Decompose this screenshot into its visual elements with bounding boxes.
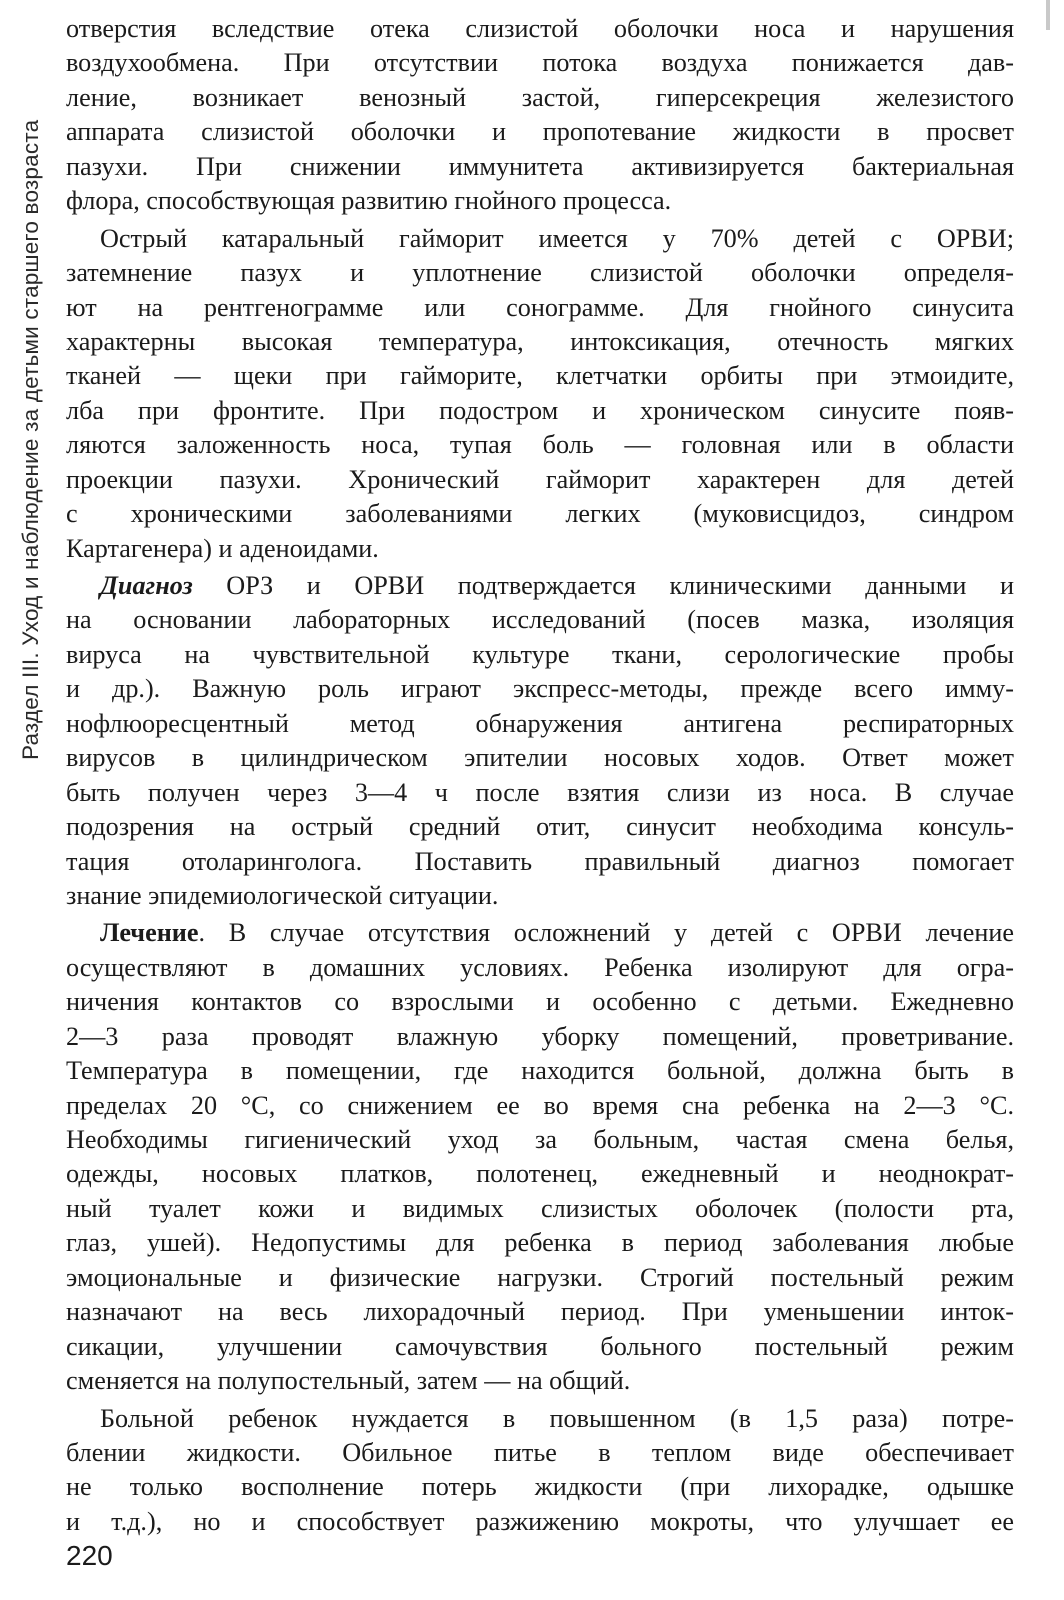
- text-line: на основании лабораторных исследований (посев мазка, изоляция: [66, 605, 1014, 635]
- paragraph: [66, 12, 1014, 219]
- text-line: сменяется на полупостельный, затем — на общий.: [66, 1366, 631, 1396]
- text-line: аппарата слизистой оболочки и пропотевание жидкости в просвет: [66, 117, 1014, 147]
- paragraph-diagnosis: [66, 569, 1014, 913]
- page-edge-mark: [1046, 0, 1050, 30]
- text-line: [66, 916, 1014, 950]
- text-line: ляются заложенность носа, тупая боль — головная или в области: [66, 430, 1014, 460]
- treatment-heading: Лечение: [100, 918, 199, 948]
- text-line: ный туалет кожи и видимых слизистых оболочек (полости рта,: [66, 1193, 1014, 1223]
- paragraph-treatment: [66, 916, 1014, 1398]
- text-line: знание эпидемиологической ситуации.: [66, 880, 499, 910]
- section-running-title: Раздел III. Уход и наблюдение за детьми старшего возраста: [18, 119, 43, 760]
- text-line: быть получен через 3—4 ч после взятия слизи из носа. В случае: [66, 777, 1014, 807]
- text-line: и др.). Важную роль играют экспресс-методы, прежде всего имму-: [66, 674, 1014, 704]
- text-line: Картагенера) и аденоидами.: [66, 533, 379, 563]
- text-line: одежды, носовых платков, полотенец, ежедневный и неоднократ-: [66, 1159, 1014, 1189]
- text-line: тация отоларинголога. Поставить правильный диагноз помогает: [66, 846, 1014, 876]
- text-line: глаз, ушей). Недопустимы для ребенка в период заболевания любые: [66, 1228, 1014, 1258]
- text-line: проекции пазухи. Хронический гайморит характерен для детей: [66, 464, 1014, 494]
- text-line: пределах 20 °С, со снижением ее во время сна ребенка на 2—3 °С.: [66, 1090, 1014, 1120]
- text-line: нофлюоресцентный метод обнаружения антигена респираторных: [66, 708, 1014, 738]
- text-line: отверстия вследствие отека слизистой оболочки носа и нарушения: [66, 14, 1014, 43]
- diagnosis-heading: Диагноз: [100, 571, 193, 600]
- text-line: флора, способствующая развитию гнойного процесса.: [66, 186, 672, 216]
- text-line: ление, возникает венозный застой, гиперсекреция железистого: [66, 82, 1014, 112]
- text-line: осуществляют в домашних условиях. Ребенка изолируют для огра-: [66, 952, 1014, 982]
- page-number: 220: [66, 1540, 113, 1571]
- text-line: с хроническими заболеваниями легких (муковисцидоз, синдром: [66, 499, 1014, 529]
- text-line: лба при фронтите. При подостром и хроническом синусите появ-: [66, 395, 1014, 425]
- text-line: не только восполнение потерь жидкости (при лихорадке, одышке: [66, 1472, 1014, 1502]
- text-line: ют на рентгенограмме или сонограмме. Для гнойного синусита: [66, 292, 1014, 322]
- text-line: Острый катаральный гайморит имеется у 70% детей с ОРВИ;: [100, 223, 1014, 253]
- text-line: сикации, улучшении самочувствия больного постельный режим: [66, 1331, 1014, 1361]
- text-line: пазухи. При снижении иммунитета активизируется бактериальная: [66, 151, 1014, 181]
- text-run: . В случае отсутствия осложнений у детей с ОРВИ лечение: [198, 918, 1014, 948]
- text-line: характерны высокая температура, интоксикация, отечность мягких: [66, 326, 1014, 356]
- text-line: Больной ребенок нуждается в повышенном (в 1,5 раза) потре-: [100, 1403, 1014, 1433]
- text-line: затемнение пазух и уплотнение слизистой оболочки определя-: [66, 258, 1014, 288]
- text-line: воздухообмена. При отсутствии потока воздуха понижается дав-: [66, 48, 1014, 78]
- body-text: [66, 12, 1014, 1539]
- text-line: подозрения на острый средний отит, синусит необходима консуль-: [66, 812, 1014, 842]
- text-line: ничения контактов со взрослыми и особенно с детьми. Ежедневно: [66, 987, 1014, 1017]
- text-line: [66, 569, 1014, 603]
- text-line: Температура в помещении, где находится больной, должна быть в: [66, 1056, 1014, 1086]
- text-line: вируса на чувствительной культуре ткани, серологические пробы: [66, 639, 1014, 669]
- paragraph: [66, 1402, 1014, 1540]
- text-line: Необходимы гигиенический уход за больным, частая смена белья,: [66, 1125, 1014, 1154]
- text-line: 2—3 раза проводят влажную уборку помещений, проветривание.: [66, 1021, 1014, 1051]
- text-line: и т.д.), но и способствует разжижению мокроты, что улучшает ее: [66, 1506, 1014, 1536]
- text-run: ОРЗ и ОРВИ подтверждается клиническими данными и: [192, 571, 1014, 600]
- text-line: назначают на весь лихорадочный период. При уменьшении инток-: [66, 1297, 1014, 1327]
- text-line: тканей — щеки при гайморите, клетчатки орбиты при этмоидите,: [66, 361, 1014, 391]
- text-line: блении жидкости. Обильное питье в теплом виде обеспечивает: [66, 1437, 1014, 1467]
- paragraph: [66, 222, 1014, 566]
- text-line: вирусов в цилиндрическом эпителии носовых ходов. Ответ может: [66, 743, 1014, 773]
- text-line: эмоциональные и физические нагрузки. Строгий постельный режим: [66, 1262, 1014, 1292]
